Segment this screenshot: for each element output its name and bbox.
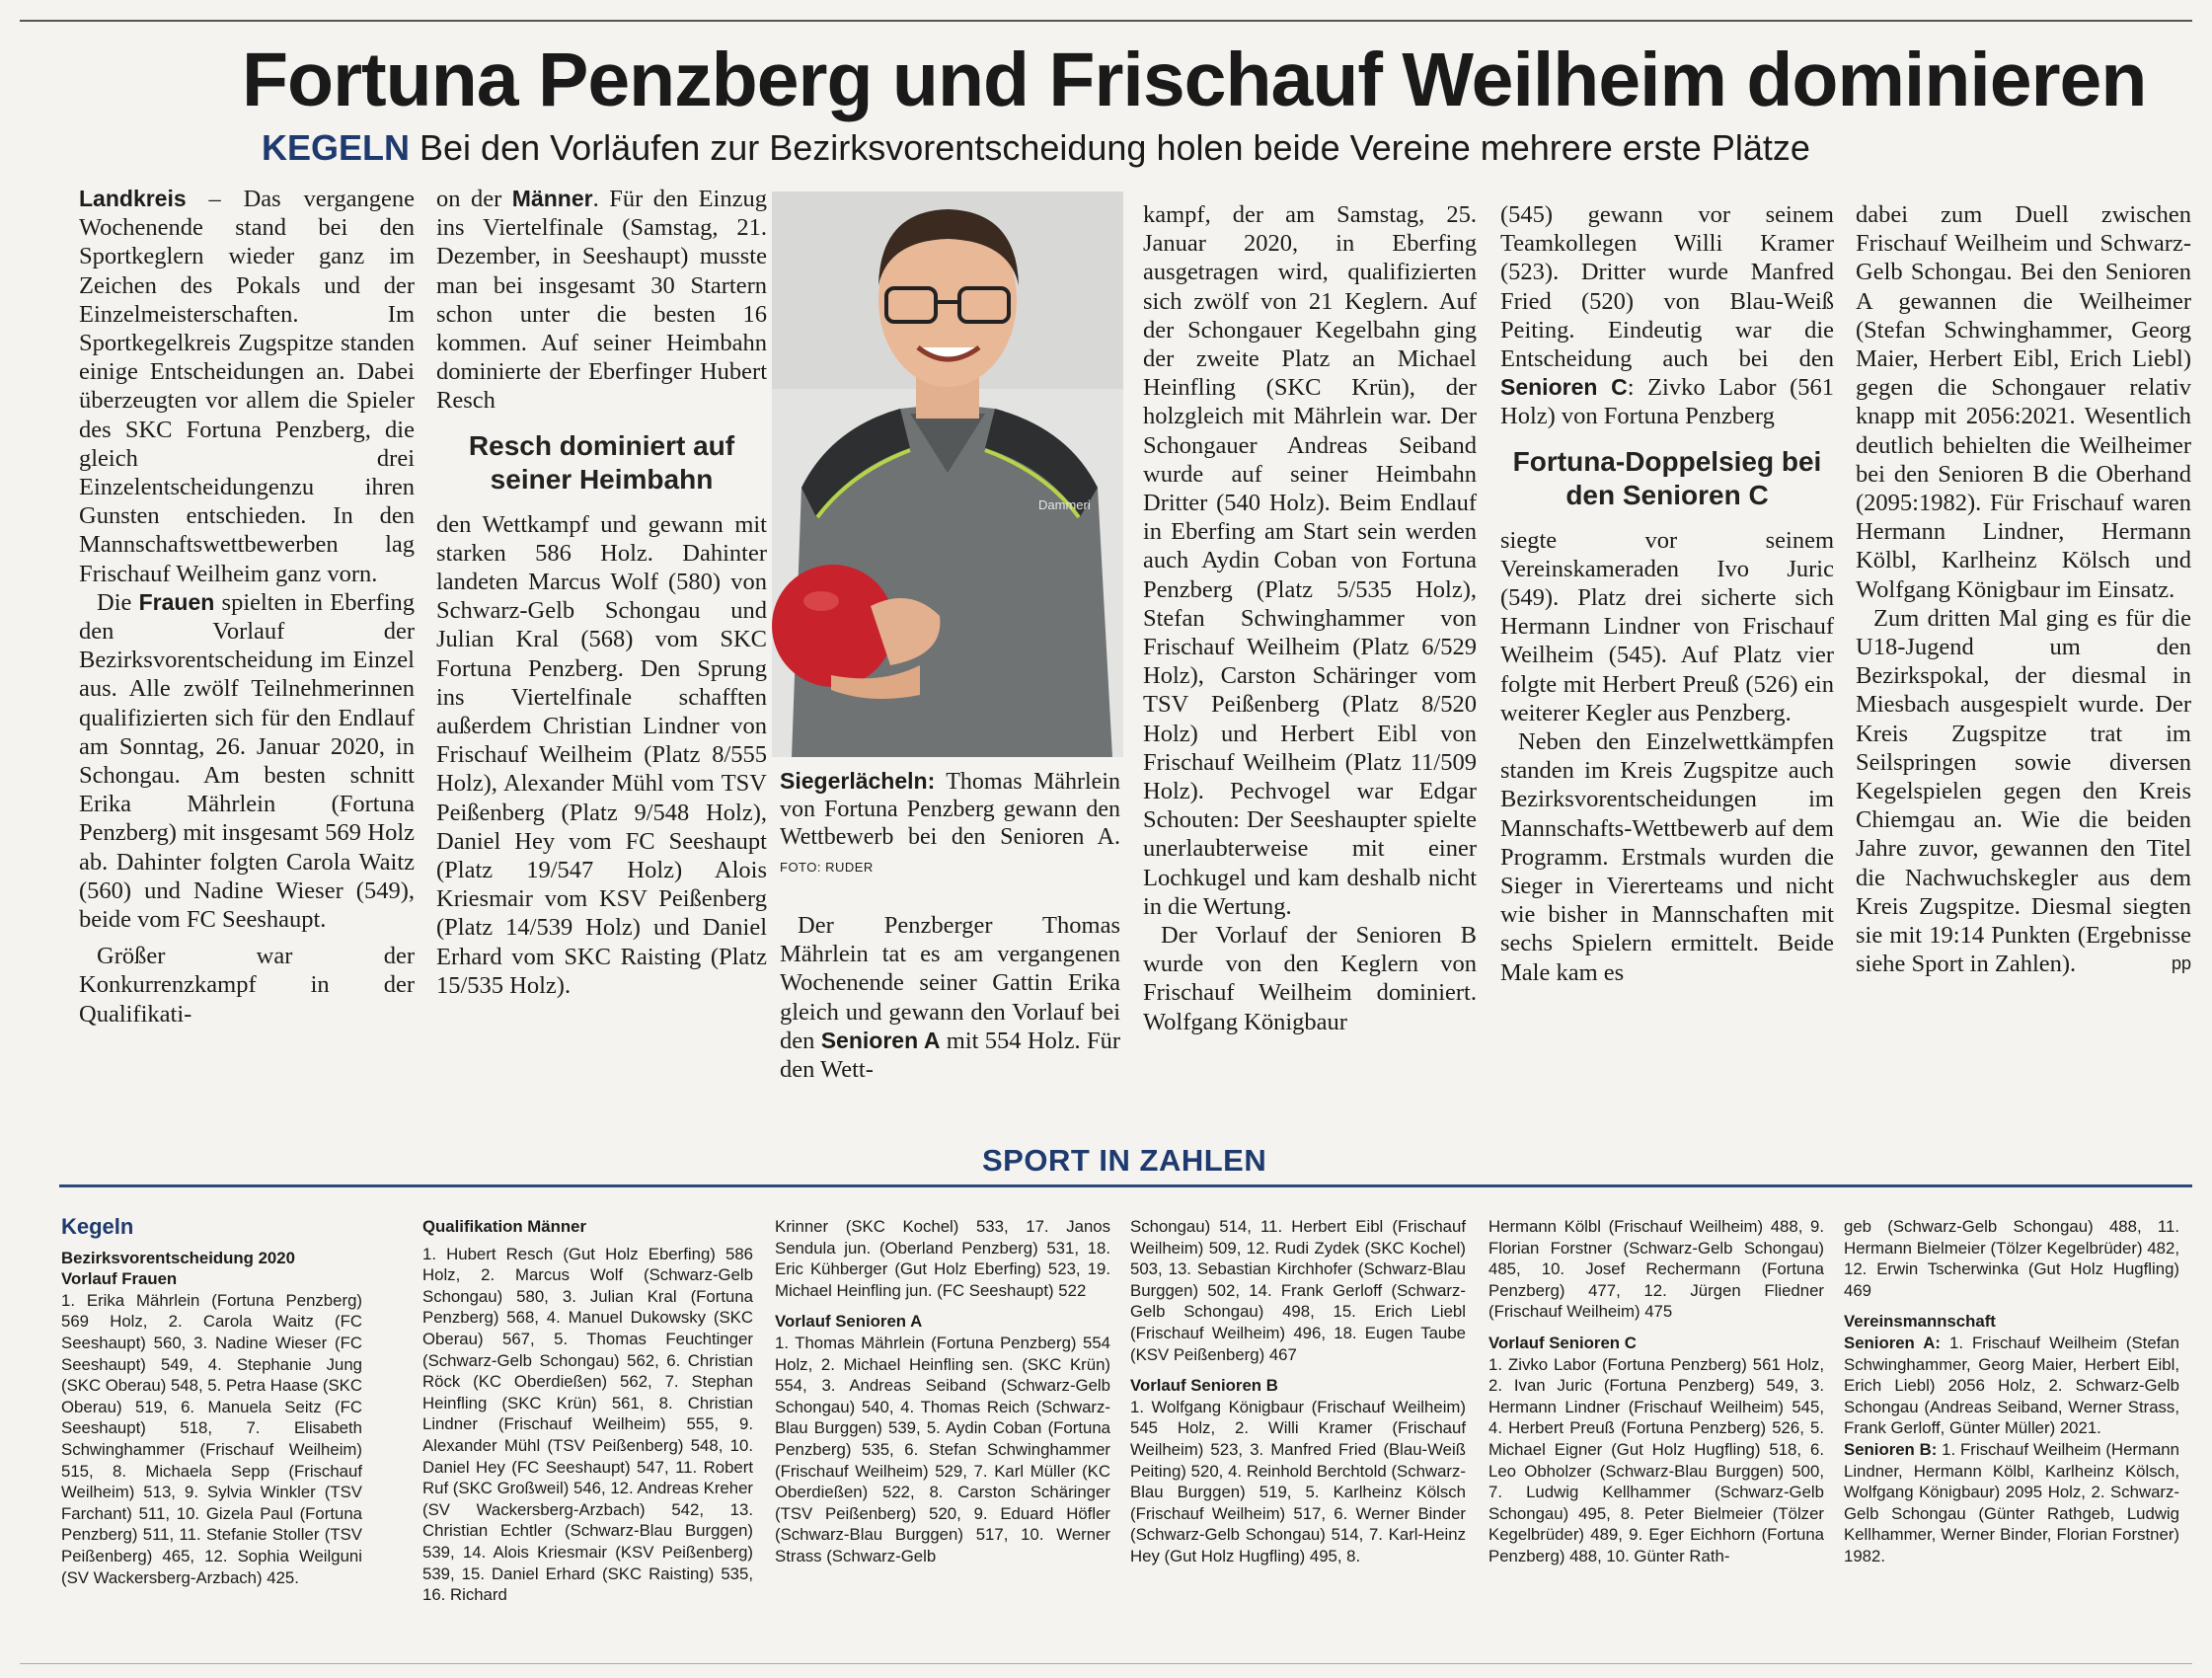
article-column-5	[1500, 200, 1834, 987]
results-maenner-cont: Krinner (SKC Kochel) 533, 17. Janos Sendula jun. (Oberland Penzberg) 531, 18. Eric Kühberger (Gut Holz Eberfing) 523, 19. Michael Heinfling jun. (FC Seeshaupt) 522	[775, 1217, 1110, 1300]
results-frauen: 1. Erika Mährlein (Fortuna Penzberg) 569 Holz, 2. Carola Waitz (FC Seeshaupt) 560, 3. Nadine Wieser (FC Seeshaupt) 549, 4. Stephanie Jung (SKC Oberau) 548, 5. Petra Haase (SKC Oberau) 519, 6. Manuela Seitz (FC Seeshaupt) 518, 7. Elisabeth Schwinghammer (Frischauf Weilheim) 515, 8. Michaela Sepp (Frischauf Weilheim) 513, 9. Sylvia Winkler (TSV Farchant) 511, 10. Gizela Paul (Fortuna Penzberg) 511, 11. Stefanie Stoller (TSV Peißenberg) 465, 12. Sophia Weilguni (SV Wackersberg-Arzbach) 425.	[61, 1290, 362, 1587]
column5-paragraph-3: Neben den Einzelwettkämpfen standen im Kreis Zugspitze auch Bezirksvorentscheidungen im Mannschafts-Wettbewerb auf dem Programm. Erstmals wurden die Sieger in Viererteams und nicht wie bisher in Mannschaften mit sechs Spielern ermittelt. Beide Male kam es	[1500, 728, 1834, 986]
results-maenner: 1. Hubert Resch (Gut Holz Eberfing) 586 Holz, 2. Marcus Wolf (Schwarz-Gelb Schongau) 580, 3. Julian Kral (Fortuna Penzberg) 568, 4. Manuel Dukowsky (SKC Oberau) 567, 5. Thomas Feuchtinger (Schwarz-Gelb Schongau) 562, 6. Christian Röck (KC Oberdießen) 562, 7. Stephan Heinfling (SKC Krün) 561, 8. Christian Lindner (Frischauf Weilheim) 555, 9. Alexander Mühl (TSV Peißenberg) 548, 10. Daniel Hey (FC Seeshaupt) 547, 11. Robert Ruf (SKC Großweil) 546, 12. Andreas Kreher (SV Wackersberg-Arzbach) 542, 13. Christian Echtler (Schwarz-Blau Burggen) 539, 14. Alois Kriesmair (KSV Peißenberg) 539, 15. Daniel Erhard (SKC Raisting) 535, 16. Richard	[422, 1244, 753, 1605]
article-column-4	[1143, 200, 1477, 1036]
results-label-senioren-a: Senioren A:	[1844, 1333, 1941, 1352]
results-label-senioren-b: Senioren B:	[1844, 1439, 1938, 1459]
results-heading-senioren-a: Vorlauf Senioren A	[775, 1312, 923, 1332]
column2-paragraph-2: den Wettkampf und gewann mit starken 586 Holz. Dahinter landeten Marcus Wolf (580) von Schwarz-Gelb Schongau und Julian Kral (568) vom SKC Fortuna Penzberg. Den Sprung ins Viertelfinale schafften außerdem Christian Lindner von Frischauf Weilheim (Platz 8/555 Holz), Alexander Mühl vom TSV Peißenberg (Platz 9/548 Holz), Daniel Hey vom FC Seeshaupt (Platz 19/547 Holz) Alois Kriesmair vom KSV Peißenberg (Platz 14/539 Holz) und Daniel Erhard vom SKC Raisting (Platz 15/535 Holz).	[436, 510, 767, 999]
column6-paragraph-2: Zum dritten Mal ging es für die U18-Jugend um den Bezirkspokal, der diesmal in Miesbach ausgespielt wurde. Der Kreis Zugspitze trat im Seilspringen sowie diversen Kegelspielen gegen den Kreis Chiemgau an. Wie die beiden Jahre zuvor, gewannen den Titel die Nachwuchskegler aus dem Kreis Zugspitze. Diesmal siegten sie mit 19:14 Punkten (Ergebnisse siehe Sport in Zahlen). pp	[1856, 604, 2191, 978]
results-column-6	[1844, 1216, 2179, 1567]
results-heading-bezirk: Bezirksvorentscheidung 2020	[61, 1248, 295, 1267]
results-column-3	[775, 1216, 1110, 1567]
subheadline	[262, 126, 2137, 170]
column1-paragraph-3: Größer war der Konkurrenzkampf in der Qualifikati-	[79, 943, 415, 1028]
results-heading-frauen: Vorlauf Frauen	[61, 1269, 178, 1289]
results-heading-verein: Vereinsmannschaft	[1844, 1312, 1996, 1332]
article-column-1	[79, 185, 415, 1029]
photo-credit: FOTO: RUDER	[780, 860, 874, 875]
sport-in-zahlen-rule	[59, 1184, 2192, 1187]
article-photo	[772, 191, 1123, 757]
dateline: Landkreis	[79, 186, 187, 211]
results-senioren-a: 1. Thomas Mährlein (Fortuna Penzberg) 554 Holz, 2. Michael Heinfling sen. (SKC Krün) 554, 3. Andreas Seiband (Schwarz-Gelb Schongau) 540, 4. Thomas Reich (Schwarz-Blau Burggen) 539, 5. Aydin Coban (Fortuna Penzberg) 535, 6. Stefan Schwinghammer (Frischauf Weilheim) 529, 7. Karl Müller (KC Oberdießen) 522, 8. Carston Schäringer (TSV Peißenberg) 520, 9. Eduard Höfler (Schwarz-Blau Burggen) 517, 10. Werner Strass (Schwarz-Gelb	[775, 1333, 1110, 1565]
column4-paragraph-2: Der Vorlauf der Senioren B wurde von den Keglern von Frischauf Weilheim dominiert. Wolfgang Königbaur	[1143, 922, 1477, 1035]
results-column-1	[61, 1216, 362, 1588]
results-senioren-b: 1. Wolfgang Königbaur (Frischauf Weilheim) 545 Holz, 2. Willi Kramer (Frischauf Weilheim) 523, 3. Manfred Fried (Blau-Weiß Peiting) 520, 4. Reinhold Berchtold (Schwarz-Blau Burggen) 519, 5. Karlheinz Kölsch (Frischauf Weilheim) 517, 6. Werner Binder (Schwarz-Gelb Schongau) 514, 7. Karl-Heinz Hey (Gut Holz Hugfling) 495, 8.	[1130, 1397, 1466, 1565]
column5-paragraph-1: (545) gewann vor seinem Teamkollegen Willi Kramer (523). Dritter wurde Manfred Fried (520) von Blau-Weiß Peiting. Eindeutig war die Entscheidung auch bei den Senioren C: Zivko Labor (561 Holz) von Fortuna Penzberg	[1500, 201, 1834, 430]
results-heading-maenner: Qualifikation Männer	[422, 1217, 586, 1236]
photo-thomas-maehrlein	[772, 191, 1123, 757]
results-senioren-b-cont: Hermann Kölbl (Frischauf Weilheim) 488, 9. Florian Forstner (Schwarz-Gelb Schongau) 485, 10. Josef Rechermann (Fortuna Penzberg) 477, 12. Jürgen Fliedner (Frischauf Weilheim) 475	[1488, 1217, 1824, 1322]
column3-paragraph-1: Der Penzberger Thomas Mährlein tat es am vergangenen Wochenende seiner Gattin Erika gleich und gewann den Vorlauf bei den Senioren A mit 554 Holz. Für den Wett-	[780, 912, 1120, 1084]
results-senioren-a-cont: Schongau) 514, 11. Herbert Eibl (Frischauf Weilheim) 509, 12. Rudi Zydek (SKC Kochel) 503, 13. Sebastian Kirchhofer (Schwarz-Blau Burggen) 502, 14. Frank Gerloff (Schwarz-Gelb Schongau) 498, 15. Erich Liebl (Frischauf Weilheim) 496, 18. Eugen Taube (KSV Peißenberg) 467	[1130, 1217, 1466, 1364]
column1-paragraph-2: Die Frauen spielten in Eberfing den Vorlauf der Bezirksvorentscheidung im Einzel aus. Alle zwölf Teilnehmerinnen qualifizierten sich für den Endlauf am Sonntag, 26. Januar 2020, in Schongau. Am besten schnitt Erika Mährlein (Fortuna Penzberg) mit insgesamt 569 Holz ab. Dahinter folgten Carola Waitz (560) und Nadine Wieser (549), beide vom FC Seeshaupt.	[79, 588, 416, 934]
subhead-fortuna-doppelsieg: Fortuna-Doppelsieg bei den Senioren C	[1512, 445, 1822, 510]
column6-paragraph-1: dabei zum Duell zwischen Frischauf Weilheim und Schwarz-Gelb Schongau. Bei den Senioren A gewannen die Weilheimer (Stefan Schwinghammer, Georg Maier, Herbert Eibl, Erich Liebl) gegen die Schongauer relativ knapp mit 2056:2021. Wesentlich deutlich behielten die Weilheimer bei den Senioren B die Oberhand (2095:1982). Für Frischauf waren Hermann Lindner, Hermann Kölbl, Karlheinz Kölsch und Wolfgang Königbaur im Einsatz.	[1856, 201, 2191, 603]
column5-paragraph-2: siegte vor seinem Vereinskameraden Ivo Juric (549). Platz drei sicherte sich Hermann Lindner von Frischauf Weilheim (545). Auf Platz vier folgte mit Herbert Preuß (526) ein weiterer Kegler aus Penzberg.	[1500, 526, 1834, 726]
results-column-2	[422, 1216, 753, 1606]
sport-label: Kegeln	[61, 1214, 134, 1239]
results-verein-a: 1. Frischauf Weilheim (Stefan Schwinghammer, Georg Maier, Herbert Eibl, Erich Liebl) 2056 Holz, 2. Schwarz-Gelb Schongau (Andreas Seiband, Werner Strass, Frank Gerloff, Günter Müller) 2021.	[1844, 1333, 2179, 1438]
article-column-3	[780, 911, 1120, 1084]
column1-paragraph-1: Landkreis – Das vergangene Wochenende stand bei den Sportkeglern wieder ganz im Zeichen des Pokals und der Einzelmeisterschaften. Im Sportkegelkreis Zugspitze standen einige Entscheidungen an. Dabei überzeugten vor allem die Spieler des SKC Fortuna Penzberg, die gleich drei Einzelentscheidungenzu ihren Gunsten entschieden. In den Mannschaftswettbewerben lag Frischauf Weilheim ganz vorn.	[79, 186, 415, 587]
sport-in-zahlen-title: SPORT IN ZAHLEN	[982, 1143, 1267, 1178]
column2-paragraph-1: on der Männer. Für den Einzug ins Viertelfinale (Samstag, 21. Dezember, in Seeshaupt) musste man bei insgesamt 30 Startern schon unter die besten 16 kommen. Auf seiner Heimbahn dominierte der Eberfinger Hubert Resch	[436, 186, 767, 415]
shirt-print: Dammeri	[1038, 497, 1091, 512]
author-initials: pp	[2171, 953, 2191, 974]
article-column-6	[1856, 200, 2191, 978]
photo-caption: Siegerlächeln: Thomas Mährlein von Fortuna Penzberg gewann den Wettbewerb bei den Senioren A. FOTO: RUDER	[780, 768, 1120, 875]
kicker: KEGELN	[262, 127, 411, 168]
subhead-resch: Resch dominiert auf seiner Heimbahn	[468, 429, 735, 495]
results-senioren-c-cont: geb (Schwarz-Gelb Schongau) 488, 11. Hermann Bielmeier (Tölzer Kegelbrüder) 482, 12. Erwin Tscherwinka (Gut Holz Hugfling) 469	[1844, 1217, 2179, 1300]
results-heading-senioren-c: Vorlauf Senioren C	[1488, 1333, 1637, 1352]
headline: Fortuna Penzberg und Frischauf Weilheim dominieren	[242, 38, 2147, 122]
column4-paragraph-1: kampf, der am Samstag, 25. Januar 2020, in Eberfing ausgetragen wird, qualifizierten sich zwölf von 21 Keglern. Auf der Schongauer Kegelbahn ging der zweite Platz an Michael Heinfling (SKC Krün), der holzgleich mit Mährlein war. Der Schongauer Andreas Seiband wurde auf seiner Heimbahn Dritter (540 Holz). Beim Endlauf in Eberfing am Start sein werden auch Aydin Coban von Fortuna Penzberg (Platz 5/535 Holz), Stefan Schwinghammer von Frischauf Weilheim (Platz 6/529 Holz), Carston Schäringer vom TSV Peißenberg (Platz 8/520 Holz) und Herbert Eibl von Frischauf Weilheim (Platz 11/509 Holz). Pechvogel war Edgar Schouten: Der Seeshaupter spielte unerlaubterweise mit einer Lochkugel und kam deshalb nicht in die Wertung.	[1143, 201, 1477, 920]
results-verein-b: 1. Frischauf Weilheim (Hermann Lindner, Hermann Kölbl, Karlheinz Kölsch, Wolfgang Königbaur) 2095 Holz, 2. Schwarz-Gelb Schongau (Günter Rathgeb, Ludwig Kellhammer, Werner Binder, Florian Forstner) 1982.	[1844, 1439, 2179, 1565]
results-column-4	[1130, 1216, 1466, 1567]
top-rule	[20, 20, 2192, 22]
caption-lead: Siegerlächeln:	[780, 768, 936, 794]
results-heading-senioren-b: Vorlauf Senioren B	[1130, 1376, 1278, 1396]
subheadline-text: Bei den Vorläufen zur Bezirksvorentscheidung holen beide Vereine mehrere erste Plätze	[420, 127, 1810, 168]
bottom-rule	[20, 1663, 2192, 1664]
results-column-5	[1488, 1216, 1824, 1567]
results-senioren-c: 1. Zivko Labor (Fortuna Penzberg) 561 Holz, 2. Ivan Juric (Fortuna Penzberg) 549, 3. Hermann Lindner (Frischauf Weilheim) 545, 4. Herbert Preuß (Fortuna Penzberg) 526, 5. Michael Eigner (Gut Holz Hugfling) 518, 6. Leo Obholzer (Schwarz-Blau Burggen) 500, 7. Ludwig Kellhammer (Schwarz-Gelb Schongau) 495, 8. Peter Bielmeier (Tölzer Kegelbrüder) 489, 9. Eger Eichhorn (Fortuna Penzberg) 488, 10. Günter Rath-	[1488, 1354, 1824, 1565]
article-column-2	[436, 185, 767, 1000]
